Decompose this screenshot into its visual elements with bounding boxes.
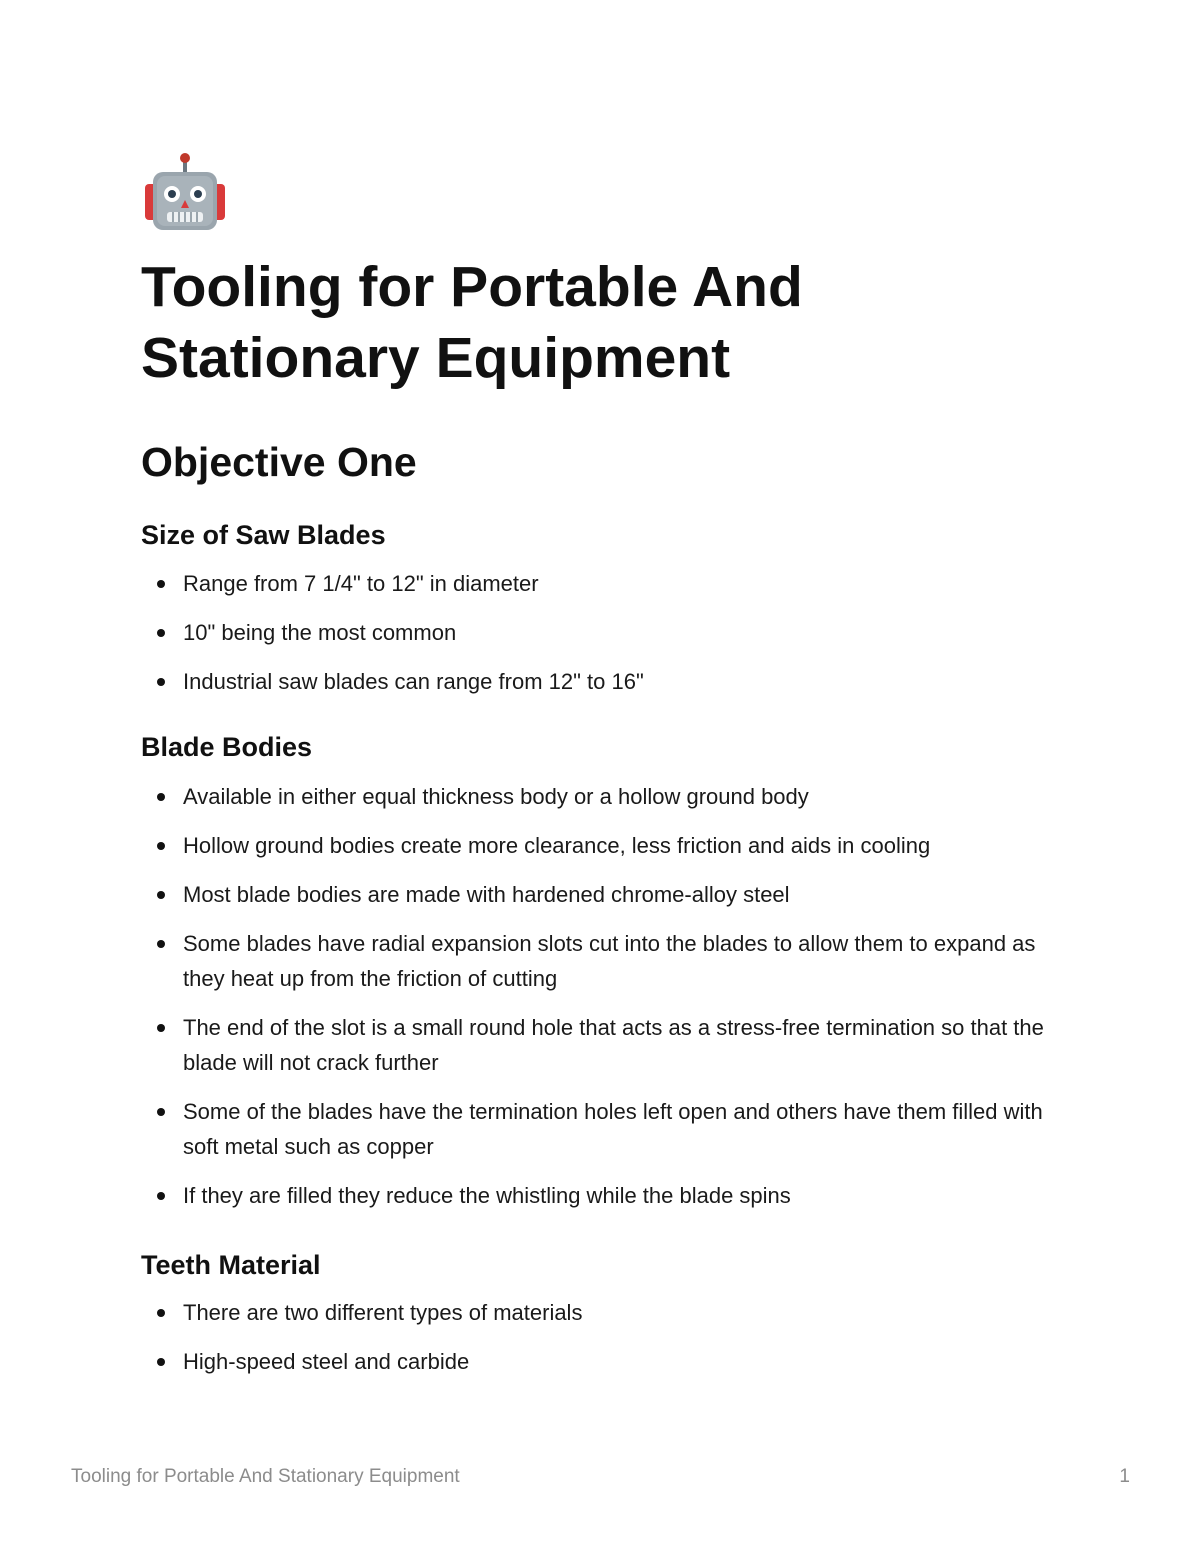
bullet-icon bbox=[157, 1192, 165, 1200]
list-item bbox=[0, 1010, 1063, 1080]
page-title: Tooling for Portable And Stationary Equipment bbox=[141, 255, 803, 390]
list-item bbox=[0, 566, 1063, 601]
list-item bbox=[0, 1178, 1063, 1213]
bullet-icon bbox=[157, 1358, 165, 1366]
list-item bbox=[0, 1344, 1063, 1379]
subsection-heading-teeth-material: Teeth Material bbox=[141, 1250, 321, 1280]
list-item bbox=[0, 1295, 1063, 1330]
bullet-list-blade-bodies bbox=[0, 779, 1200, 1227]
list-item-text: Range from 7 1/4" to 12" in diameter bbox=[183, 571, 539, 596]
list-item-text: Some blades have radial expansion slots cut into the blades to allow them to expand as they heat up from the friction of cutting bbox=[183, 931, 1036, 991]
bullet-icon bbox=[157, 629, 165, 637]
bullet-icon bbox=[157, 1108, 165, 1116]
bullet-list-saw-blade-size bbox=[0, 566, 1200, 713]
list-item-text: Industrial saw blades can range from 12" to 16" bbox=[183, 669, 644, 694]
bullet-icon bbox=[157, 1309, 165, 1317]
list-item bbox=[0, 877, 1063, 912]
list-item-text: There are two different types of materials bbox=[183, 1300, 583, 1325]
subsection-heading-blade-bodies: Blade Bodies bbox=[141, 732, 313, 762]
list-item-text: 10" being the most common bbox=[183, 620, 457, 645]
bullet-icon bbox=[157, 580, 165, 588]
list-item-text: If they are filled they reduce the whistling while the blade spins bbox=[183, 1183, 791, 1208]
subsection-heading-size-of-saw-blades: Size of Saw Blades bbox=[141, 520, 386, 550]
list-item-text: Most blade bodies are made with hardened chrome-alloy steel bbox=[183, 882, 790, 907]
list-item-text: Some of the blades have the termination holes left open and others have them filled with soft metal such as copper bbox=[183, 1099, 1043, 1159]
list-item bbox=[0, 664, 1063, 699]
bullet-list-teeth-material bbox=[0, 1295, 1200, 1393]
list-item-text: High-speed steel and carbide bbox=[183, 1349, 470, 1374]
list-item bbox=[0, 1094, 1063, 1164]
robot-face-icon bbox=[143, 152, 227, 234]
list-item bbox=[0, 615, 1063, 650]
list-item bbox=[0, 926, 1063, 996]
bullet-icon bbox=[157, 793, 165, 801]
bullet-icon bbox=[157, 842, 165, 850]
list-item bbox=[0, 779, 1063, 814]
list-item-text: Hollow ground bodies create more clearance, less friction and aids in cooling bbox=[183, 833, 931, 858]
section-heading-objective-one: Objective One bbox=[141, 439, 417, 485]
bullet-icon bbox=[157, 678, 165, 686]
bullet-icon bbox=[157, 940, 165, 948]
list-item-text: Available in either equal thickness body or a hollow ground body bbox=[183, 784, 809, 809]
footer-page-number: 1 bbox=[1119, 1466, 1130, 1487]
list-item bbox=[0, 828, 1063, 863]
list-item-text: The end of the slot is a small round hole that acts as a stress-free termination so that the blade will not crack further bbox=[183, 1015, 1044, 1075]
bullet-icon bbox=[157, 891, 165, 899]
bullet-icon bbox=[157, 1024, 165, 1032]
footer-document-title: Tooling for Portable And Stationary Equipment bbox=[71, 1466, 460, 1487]
